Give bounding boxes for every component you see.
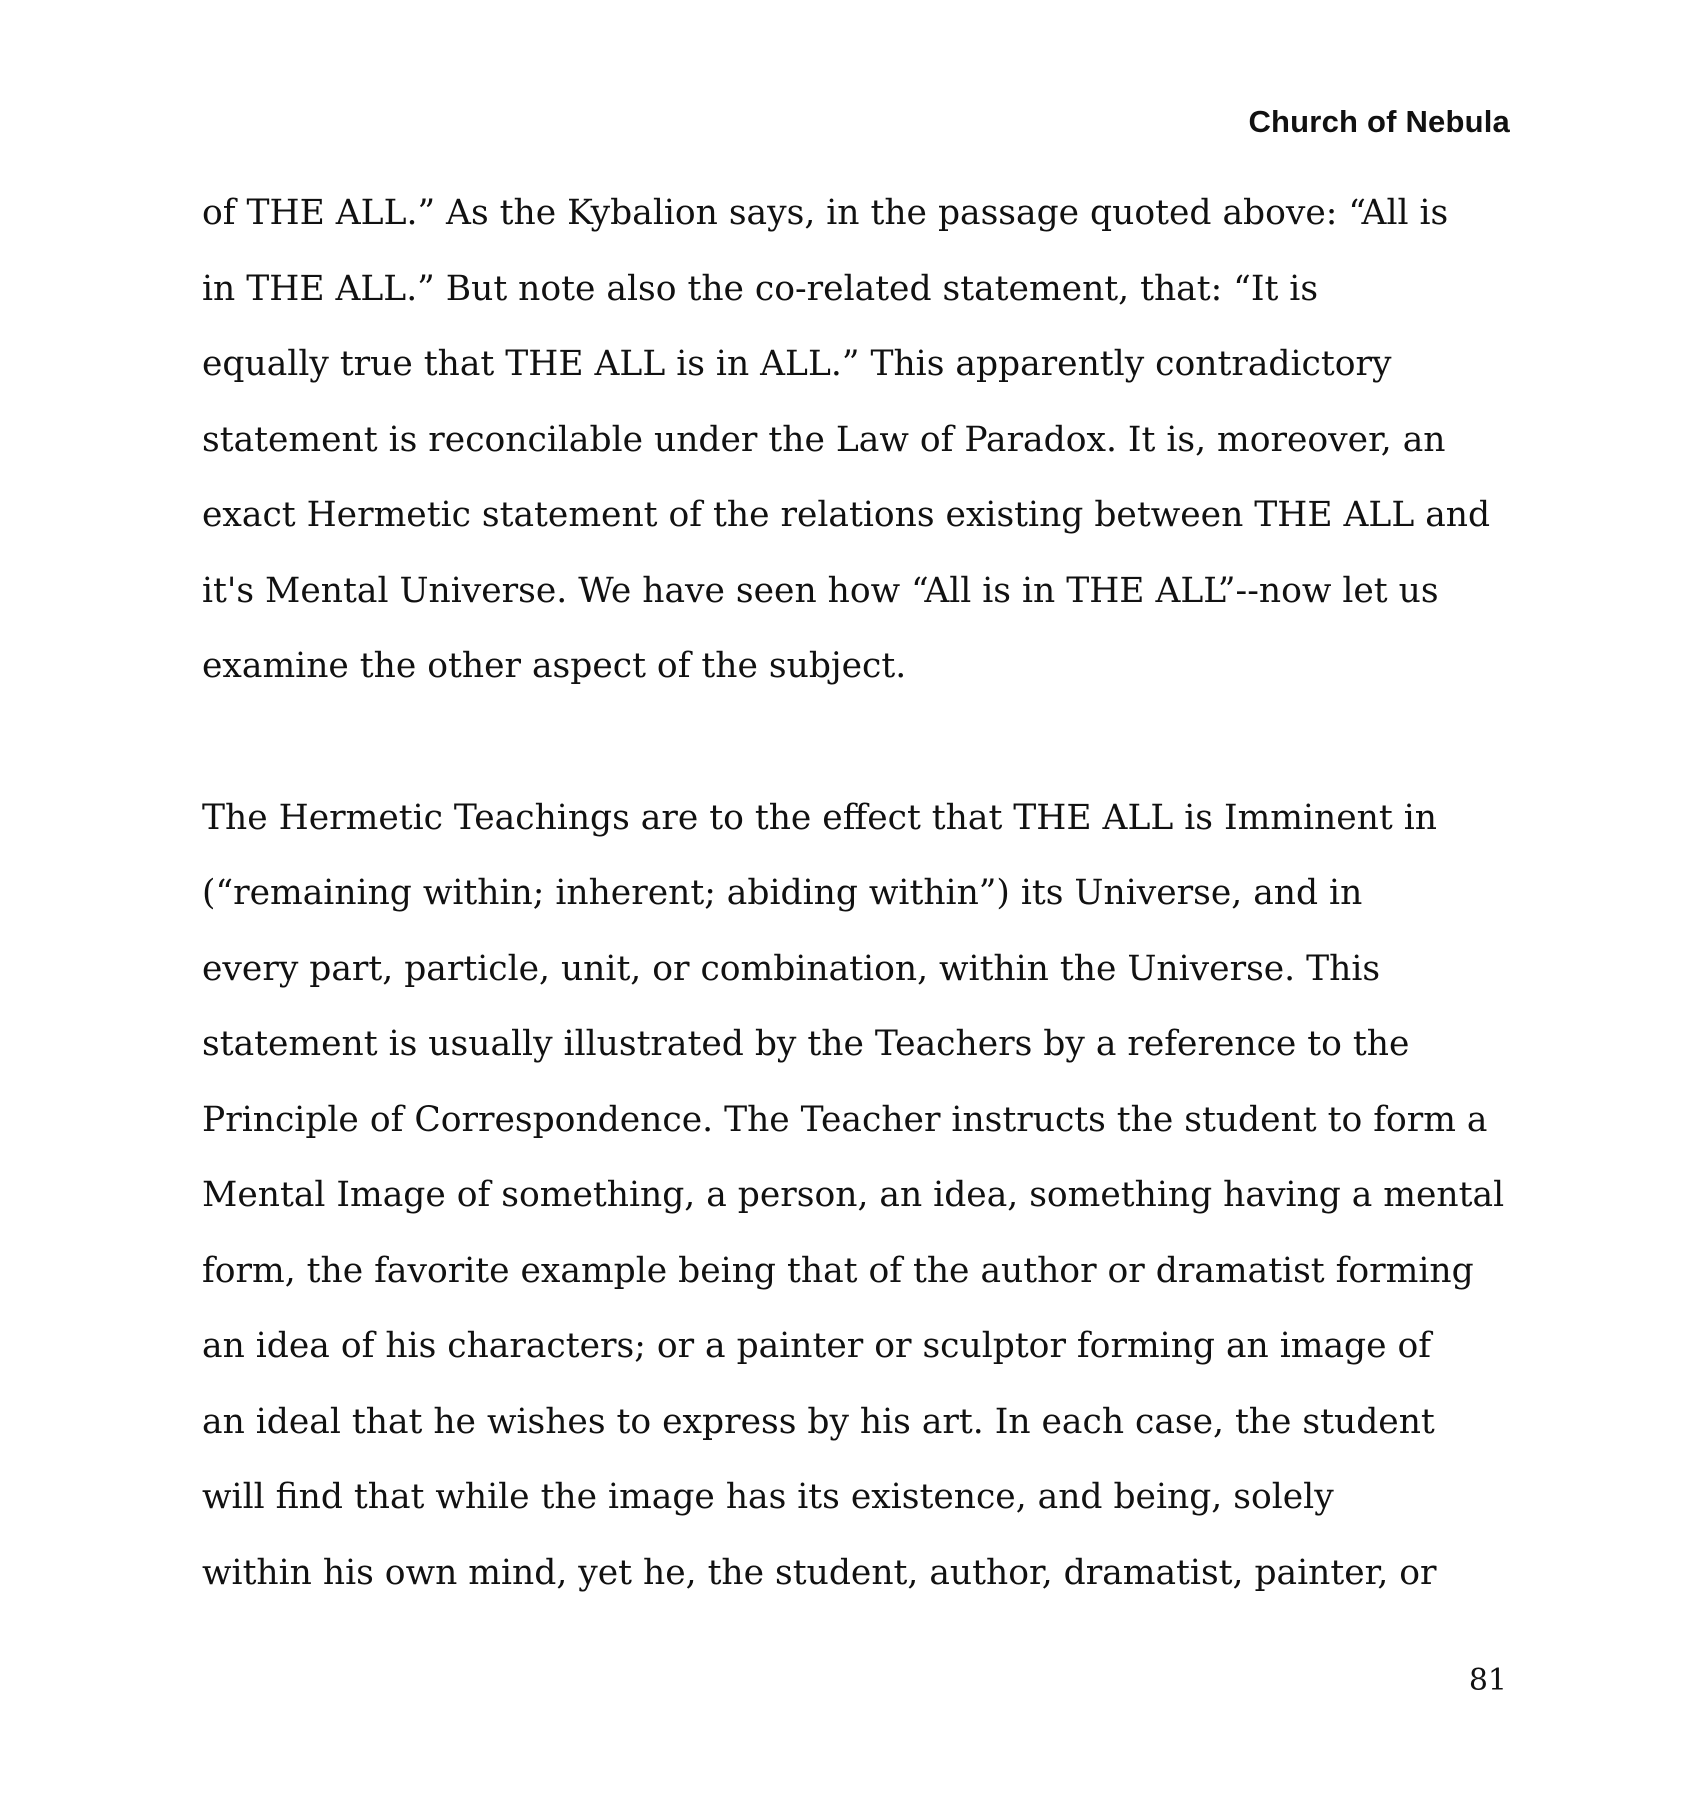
running-header: Church of Nebula [1248,104,1510,139]
text-line: it's Mental Universe. We have seen how “All is in THE ALL”--now let us [202,570,1439,611]
text-line: of THE ALL.” As the Kybalion says, in the passage quoted above: “All is [202,193,1449,233]
text-line: an idea of his characters; or a painter or sculptor forming an image of [202,1326,1432,1366]
text-line: equally true that THE ALL is in ALL.” This apparently contradictory [202,344,1392,384]
text-line: an ideal that he wishes to express by his art. In each case, the student [202,1401,1435,1442]
text-line: in THE ALL.” But note also the co-related statement, that: “It is [202,268,1319,309]
text-line: form, the favorite example being that of the author or dramatist forming [202,1250,1474,1291]
text-line: (“remaining within; inherent; abiding within”) its Universe, and in [202,873,1363,913]
page-number: 81 [1468,1663,1507,1698]
text-line: statement is reconcilable under the Law of Paradox. It is, moreover, an [202,419,1446,460]
paragraph-1 [202,188,1522,717]
paragraph-2 [202,793,1522,1624]
text-line: statement is usually illustrated by the Teachers by a reference to the [202,1024,1410,1064]
text-line: Principle of Correspondence. The Teacher instructs the student to form a [202,1099,1488,1140]
text-line: examine the other aspect of the subject. [202,646,907,686]
text-line: will find that while the image has its existence, and being, solely [202,1477,1334,1517]
text-line: Mental Image of something, a person, an idea, something having a mental [202,1175,1505,1215]
text-line: within his own mind, yet he, the student, author, dramatist, painter, or [202,1552,1437,1593]
body-text [202,188,1522,1623]
text-line: The Hermetic Teachings are to the effect that THE ALL is Imminent in [202,797,1437,838]
text-line: exact Hermetic statement of the relations existing between THE ALL and [202,495,1491,535]
text-line: every part, particle, unit, or combination, within the Universe. This [202,948,1381,989]
